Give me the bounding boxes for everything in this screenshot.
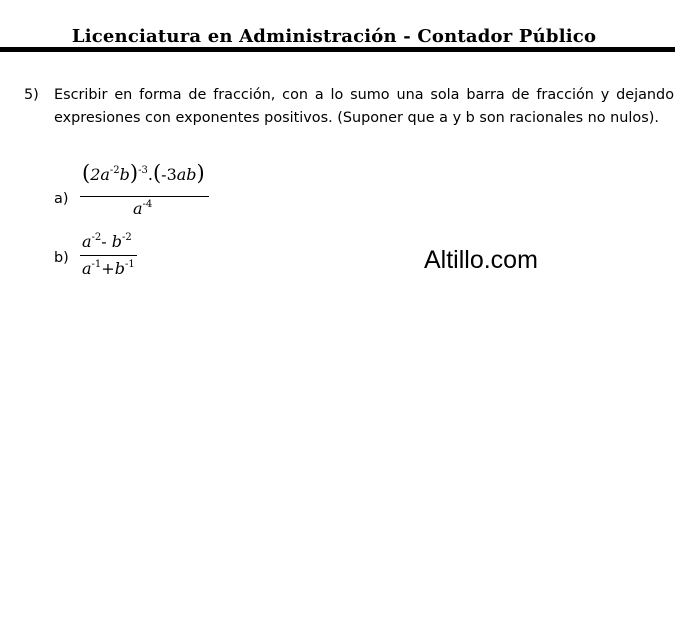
watermark-text: Altillo.com bbox=[424, 246, 538, 274]
part-b-denominator: $a^{-1}+b^{-1}$ bbox=[82, 259, 135, 278]
part-a-numerator: $(2a^{-2}b)^{-3}.(-3ab)$ bbox=[82, 161, 205, 185]
problem-statement: Escribir en forma de fracción, con a lo sumo una sola barra de fracción y dejando expresiones con exponentes positivos. (Suponer que a y b son racionales no nulos). bbox=[54, 87, 674, 126]
page-header-title: Licenciatura en Administración - Contador Público bbox=[71, 26, 597, 47]
part-b-fraction-bar bbox=[80, 255, 137, 256]
part-b-label: b) bbox=[54, 250, 69, 266]
header-divider bbox=[0, 47, 675, 52]
part-a-denominator: $a^{-4}$ bbox=[133, 199, 153, 218]
part-a-fraction-bar bbox=[80, 196, 209, 197]
part-a-label: a) bbox=[54, 191, 69, 207]
part-b-numerator: $a^{-2}-$ $b^{-2}$ bbox=[82, 232, 132, 251]
problem-number: 5) bbox=[24, 87, 39, 103]
